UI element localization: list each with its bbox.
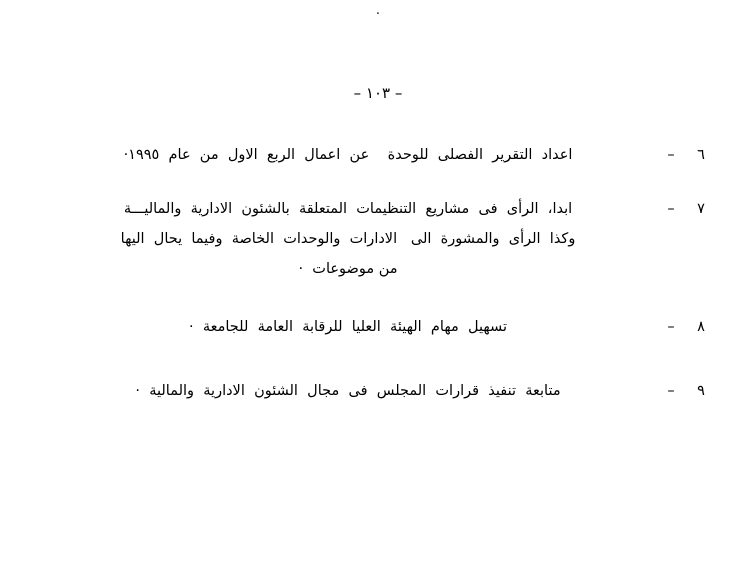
list-item-body <box>38 376 658 406</box>
list-item-line: وكذا الرأى والمشورة الى الادارات والوحدات الخاصة وفيما يحال اليها <box>120 231 576 247</box>
list-item-number: ٨ <box>697 319 705 335</box>
list-item-number: ٧ <box>697 201 705 217</box>
list-item-number: ٩ <box>697 383 705 399</box>
numbered-list <box>0 140 756 420</box>
list-item-line: متابعة تنفيذ قرارات المجلس فى مجال الشئون الادارية والمالية · <box>135 383 561 399</box>
list-item-dash: – <box>667 147 675 163</box>
list-item-line: من موضوعات · <box>298 261 398 277</box>
list-item-dash: – <box>667 383 675 399</box>
list-item-dash: – <box>667 201 675 217</box>
page-number: – ١٠٣ – <box>353 84 403 102</box>
list-item <box>38 140 718 170</box>
list-item <box>38 312 718 342</box>
list-item-line: تسهيل مهام الهيئة العليا للرقابة العامة للجامعة · <box>189 319 507 335</box>
list-item-line: اعداد التقرير الفصلى للوحدة عن اعمال الربع الاول من عام ١٩٩٥· <box>123 147 573 163</box>
list-item-number: ٦ <box>697 147 705 163</box>
list-item <box>38 194 718 284</box>
list-item-body <box>38 140 658 170</box>
list-item-body <box>38 312 658 342</box>
list-item <box>38 376 718 406</box>
list-item-line: ابدا، الرأى فى مشاريع التنظيمات المتعلقة بالشئون الادارية والماليـــة <box>123 201 573 217</box>
list-item-body <box>38 194 658 284</box>
top-dot-mark: · <box>375 7 381 22</box>
list-item-dash: – <box>667 319 675 335</box>
